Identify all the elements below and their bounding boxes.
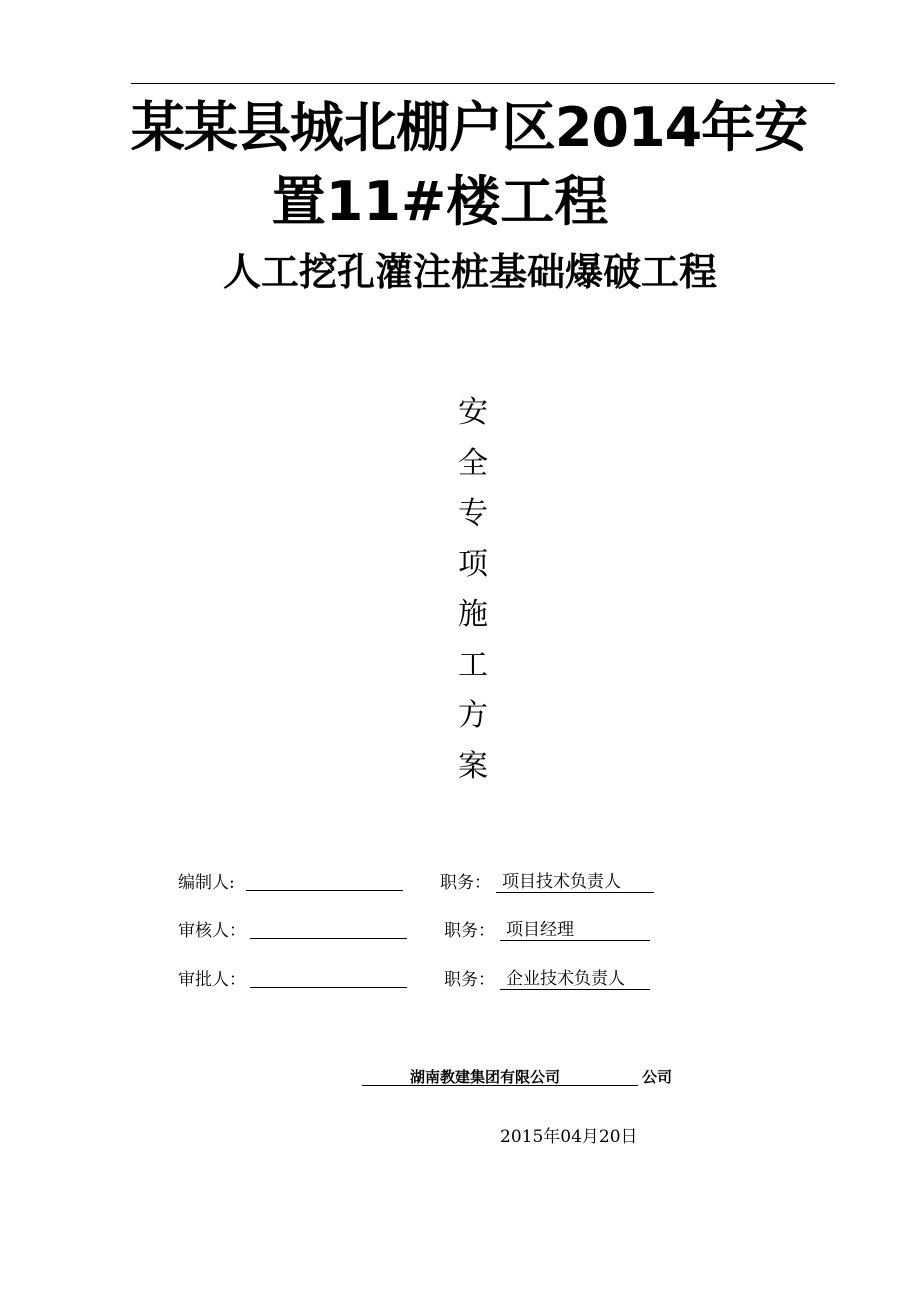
reviewer-role-value: 项目经理	[500, 918, 650, 941]
header-rule	[131, 83, 835, 84]
signature-row-approver	[178, 967, 678, 993]
vertical-title-char: 方	[458, 698, 488, 733]
vertical-title-char: 安	[458, 395, 488, 430]
vertical-title-char: 专	[458, 496, 488, 531]
vertical-title-char: 工	[458, 647, 488, 683]
vertical-title-char: 项	[458, 546, 488, 582]
document-title-line-1: 某某县城北棚户区2014年安	[130, 96, 808, 159]
document-title-line-2: 置11#楼工程	[271, 170, 609, 233]
vertical-title-char: 案	[458, 748, 488, 784]
compiler-label: 编制人:	[178, 873, 235, 893]
vertical-plan-title	[448, 388, 498, 792]
signature-row-compiler	[178, 870, 678, 896]
approver-role-label: 职务：	[444, 970, 495, 990]
approver-role-value: 企业技术负责人	[500, 967, 650, 990]
reviewer-role-label: 职务：	[444, 921, 495, 941]
signature-row-reviewer	[178, 918, 678, 944]
compiler-role-value: 项目技术负责人	[496, 870, 654, 893]
approver-label: 审批人：	[178, 970, 246, 990]
vertical-title-char: 施	[458, 597, 488, 632]
vertical-title-char: 全	[458, 445, 488, 481]
company-suffix: 公司	[642, 1068, 673, 1086]
approver-signature-line	[250, 987, 407, 988]
document-date: 2015年04月20日	[500, 1127, 638, 1147]
reviewer-signature-line	[250, 938, 407, 939]
compiler-signature-line	[246, 890, 403, 891]
company-name: 湖南教建集团有限公司	[362, 1066, 638, 1086]
reviewer-label: 审核人：	[178, 921, 246, 941]
compiler-role-label: 职务：	[440, 873, 491, 893]
document-subtitle: 人工挖孔灌注桩基础爆破工程	[222, 250, 717, 294]
